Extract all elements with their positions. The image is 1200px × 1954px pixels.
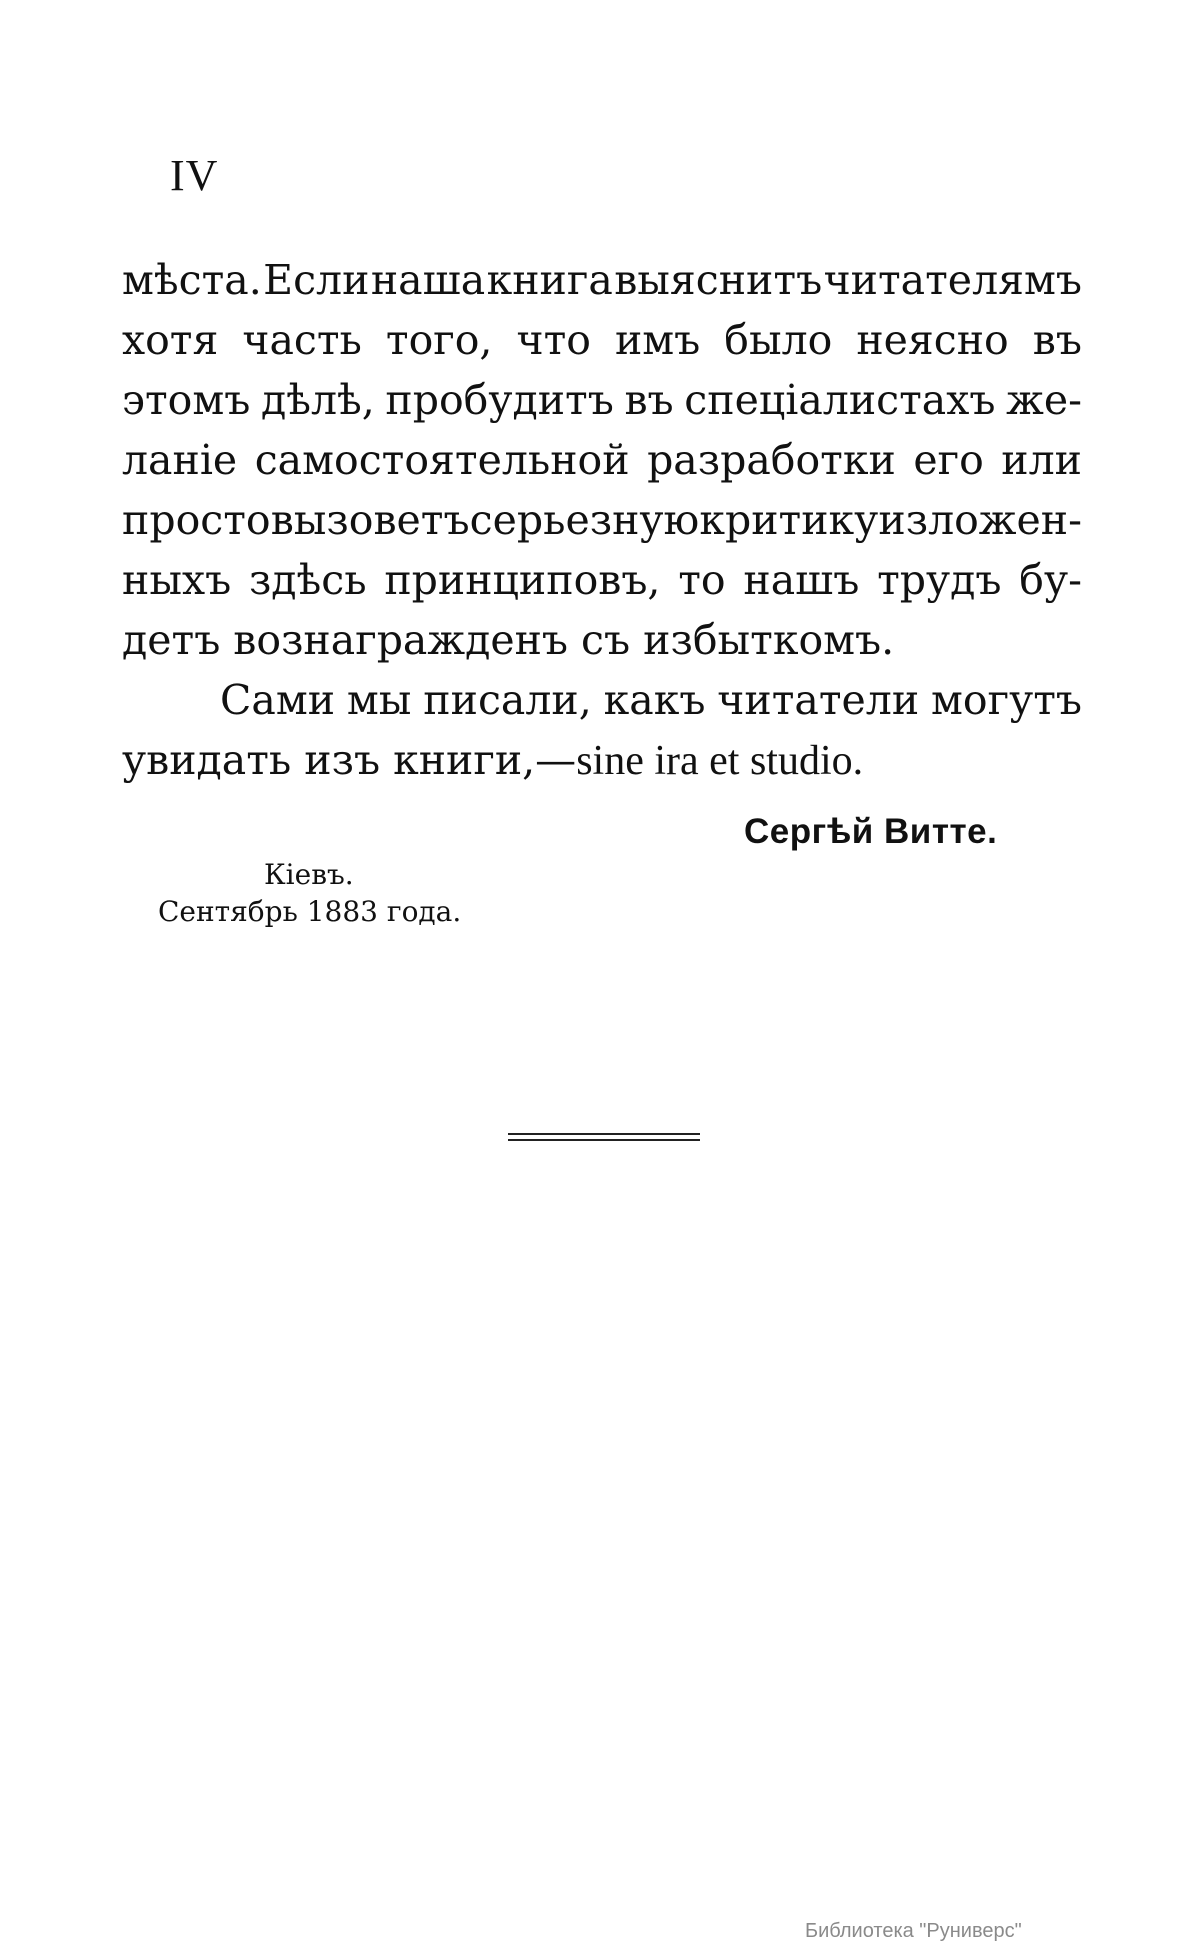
word: что [516,316,591,364]
word: критику [699,496,879,544]
word: дѣлѣ, [260,376,375,424]
word: въ [624,376,674,424]
word: принциповъ, [384,556,661,604]
word: ныхъ [122,556,232,604]
word: книга [486,256,613,304]
word: читатели [717,676,920,724]
text-line-2 [122,310,1082,370]
word: того, [385,316,493,364]
word: наша [370,256,486,304]
text-line-3 [122,370,1082,430]
word: часть [242,316,362,364]
word: просто [122,496,271,544]
word: неясно [856,316,1009,364]
place-line: Кіевъ. [264,858,354,891]
text-line-1 [122,250,1082,310]
latin-phrase: sine ira et studio. [576,738,864,784]
text-line-9 [122,730,1082,790]
text-line-7: детъ вознагражденъ съ избыткомъ. [122,616,895,664]
text-line-4 [122,430,1082,490]
word: изложен- [878,496,1082,544]
word: въ [1032,316,1082,364]
text-line-8 [220,670,1082,730]
word: пробудитъ [385,376,614,424]
word: вызоветъ [270,496,470,544]
word: трудъ [877,556,1002,604]
word: писали, [423,676,592,724]
library-watermark: Библиотека "Руниверс" [805,1920,1022,1942]
word: Если [263,256,370,304]
author-signature: Сергѣй Витте. [744,812,998,851]
word: самостоятельной [254,436,630,484]
word: то [678,556,726,604]
word: читателямъ [823,256,1082,304]
word: его [913,436,984,484]
text-line-5 [122,490,1082,550]
word: спеціалистахъ [684,376,996,424]
word: выяснитъ [614,256,823,304]
word: могутъ [931,676,1082,724]
word: Сами [220,676,336,724]
text-line-6 [122,550,1082,610]
end-rule-top [508,1133,700,1135]
end-rule-bottom [508,1139,700,1141]
word: мѣста. [122,256,262,304]
word: ланіе [122,436,238,484]
word: имъ [614,316,701,364]
word: или [1001,436,1082,484]
date-line: Сентябрь 1883 года. [158,895,462,928]
text-line-9-cyrillic: увидать изъ книги,— [122,736,577,784]
word: здѣсь [248,556,367,604]
word: нашъ [743,556,860,604]
word: бу- [1019,556,1082,604]
page-number: IV [170,151,219,200]
word: этомъ [122,376,251,424]
word: же- [1006,376,1082,424]
word: мы [346,676,412,724]
word: серьезную [469,496,700,544]
word: разработки [647,436,896,484]
word: какъ [603,676,706,724]
word: было [724,316,833,364]
word: хотя [122,316,219,364]
